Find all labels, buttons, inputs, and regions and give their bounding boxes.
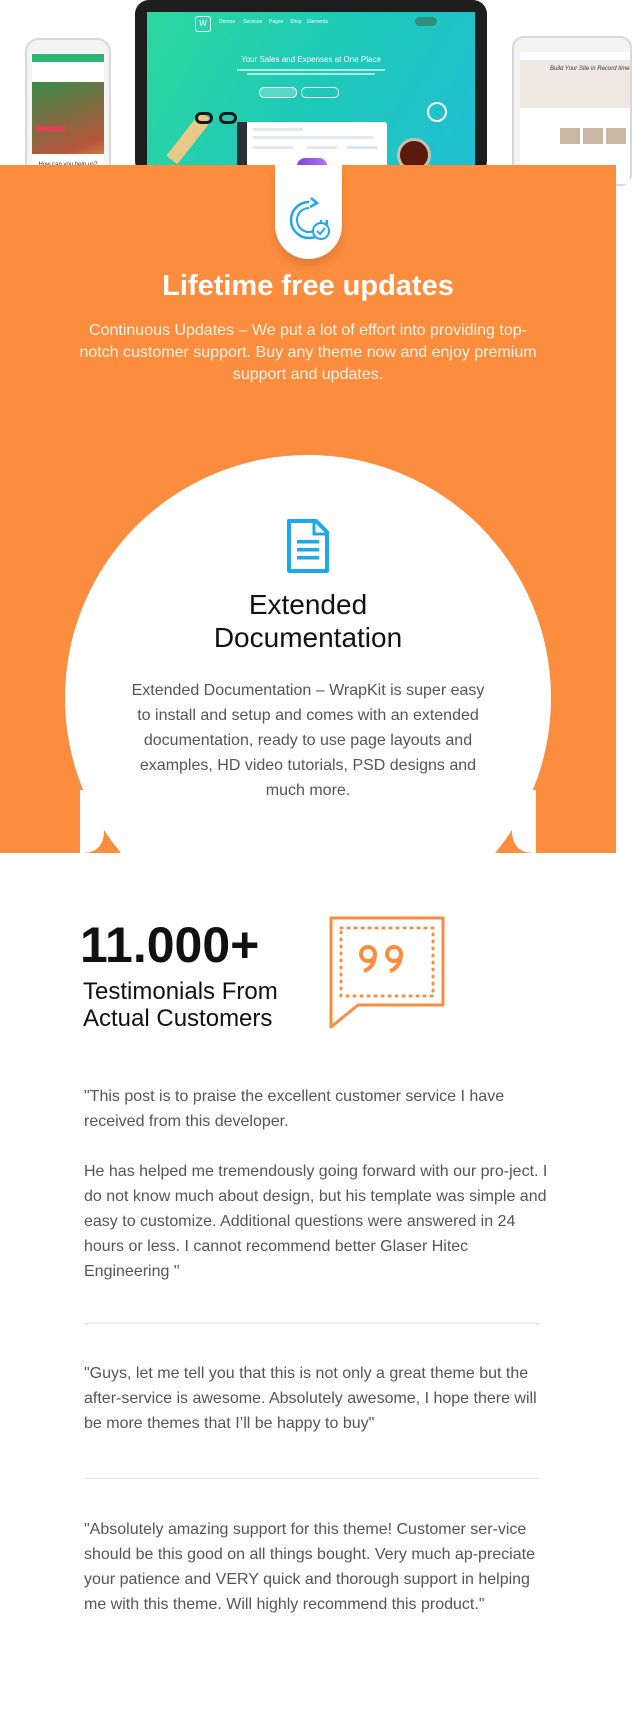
- documentation-body: Extended Documentation – WrapKit is super easy to install and setup and comes with an extended documentation, ready to use page layouts and examples, HD video tutorials, PSD designs and much more.: [131, 682, 485, 799]
- laptop-hero-title: Your Sales and Expenses at One Place: [241, 55, 381, 64]
- earphones-image: [427, 102, 447, 122]
- updates-body: Continuous Updates – We put a lot of effort into providing top-notch customer support. Buy any theme now and enjoy premium support and updates.: [79, 322, 537, 383]
- phone-mockup: [25, 38, 111, 178]
- tablet-banner-text: Build Your Site in Record time: [550, 66, 630, 72]
- quote-bubble-icon: [328, 915, 446, 1029]
- laptop-nav-item: Elements: [307, 19, 328, 25]
- laptop-mockup: [135, 0, 487, 175]
- testimonials-count: 11.000+: [80, 917, 260, 973]
- tablet-mockup: [512, 36, 632, 186]
- testimonial-text: "This post is to praise the excellent customer service I have received from this developer.: [84, 1088, 505, 1130]
- documentation-title: [0, 588, 616, 654]
- testimonial-item: [84, 1361, 554, 1461]
- updates-title: Lifetime free updates: [162, 270, 454, 302]
- laptop-nav-item: Shop: [290, 19, 302, 25]
- laptop-nav-item: Pages: [269, 19, 284, 25]
- testimonial-text: He has helped me tremendously going forward with our pro-ject. I do not know much about design, but his template was simple and easy to customize. Additional questions were answered in 24 hours or less. I cannot recommend better Glaser Hitec Engineering ": [84, 1163, 548, 1280]
- documentation-title-line2: Documentation: [213, 622, 403, 653]
- glasses-image: [195, 112, 241, 126]
- testimonials-label: [83, 978, 278, 1032]
- testimonial-divider: [84, 1323, 540, 1324]
- testimonial-item: [84, 1517, 554, 1642]
- testimonial-text: "Guys, let me tell you that this is not only a great theme but the after-service is awesome. Absolutely awesome, I hope there will be more themes that I’ll be happy to buy": [84, 1365, 537, 1432]
- laptop-hero-subtitle: [227, 67, 395, 77]
- testimonial-divider: [84, 1478, 540, 1479]
- logo-icon: W: [195, 16, 211, 32]
- laptop-nav-item: Services: [243, 19, 263, 25]
- testimonial-text: "Absolutely amazing support for this theme! Customer ser-vice should be this good on all things bought. Very much ap-preciate your patience and VERY quick and thorough support in helping me with this theme. Will highly recommend this product.": [84, 1521, 535, 1613]
- documentation-title-line1: Extended: [248, 589, 368, 620]
- laptop-nav-item: Demos: [219, 19, 235, 25]
- hero-devices: [0, 0, 630, 165]
- document-icon: [286, 518, 330, 574]
- laptop-nav: [147, 12, 475, 34]
- testimonials-label-line2: Actual Customers: [83, 1005, 273, 1032]
- testimonial-item: [84, 1084, 554, 1309]
- refresh-check-icon: [285, 196, 333, 244]
- testimonials-label-line1: Testimonials From: [83, 978, 278, 1005]
